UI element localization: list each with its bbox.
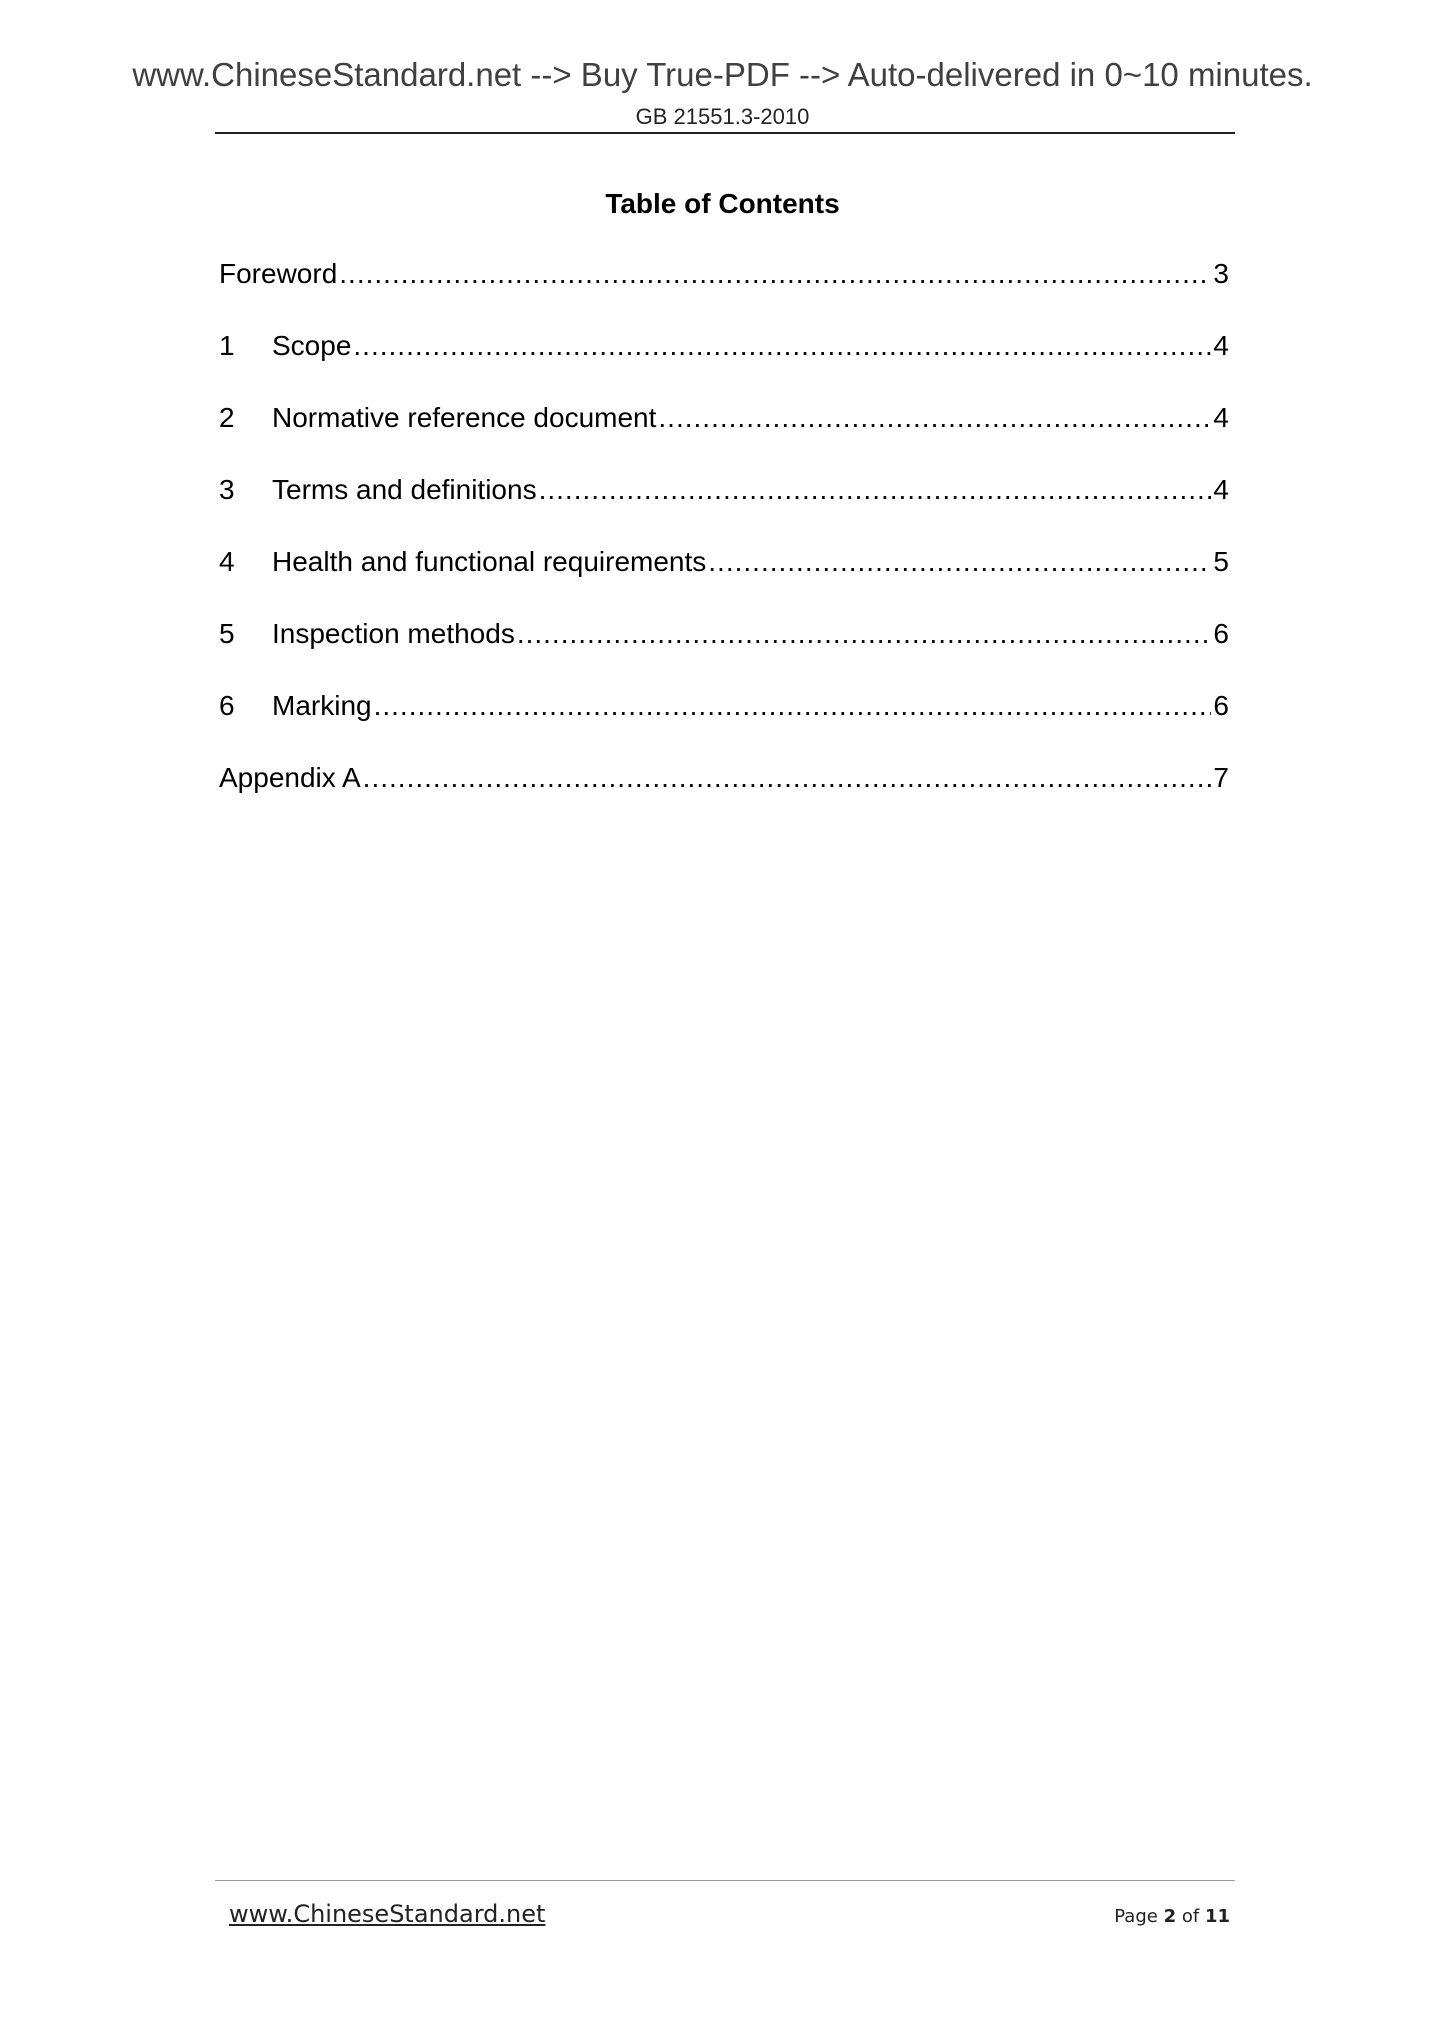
toc-entry-page: 4 [1213, 474, 1229, 505]
toc-entry-number: 4 [219, 546, 235, 577]
toc-entry-label: Terms and definitions [272, 474, 537, 505]
toc-leader-dots [539, 473, 1212, 507]
toc-entry-scope[interactable] [219, 329, 1229, 401]
footer-website-link[interactable]: www.ChineseStandard.net [229, 1900, 546, 1928]
toc-entry-label: Normative reference document [272, 402, 657, 433]
footer-divider [215, 1880, 1235, 1881]
toc-title: Table of Contents [605, 188, 840, 219]
toc-entry-page: 6 [1213, 690, 1229, 721]
toc-entry-health-requirements[interactable] [219, 545, 1229, 617]
toc-entry-label: Foreword [219, 258, 338, 289]
toc-entry-label: Inspection methods [272, 618, 515, 649]
toc-leader-dots [363, 761, 1212, 795]
toc-entry-number: 2 [219, 402, 235, 433]
site-banner[interactable]: www.ChineseStandard.net --> Buy True-PDF --> Auto-delivered in 0~10 minutes. [132, 56, 1313, 93]
page-prefix: Page [1114, 1906, 1158, 1927]
toc-entry-page: 4 [1213, 402, 1229, 433]
toc-entry-inspection-methods[interactable] [219, 617, 1229, 689]
header-divider [215, 132, 1235, 134]
toc-entry-appendix-a[interactable] [219, 761, 1229, 833]
toc-leader-dots [353, 329, 1211, 363]
toc-entry-label: Health and functional requirements [272, 546, 707, 577]
toc-entry-page: 4 [1213, 330, 1229, 361]
toc-entry-number: 5 [219, 618, 235, 649]
toc-leader-dots [708, 545, 1211, 579]
toc-entry-page: 3 [1213, 258, 1229, 289]
toc-entry-number: 6 [219, 690, 235, 721]
toc-leader-dots [658, 401, 1211, 435]
toc-entry-label: Scope [272, 330, 352, 361]
page-current: 2 [1163, 1906, 1177, 1927]
page-number [1114, 1906, 1230, 1927]
toc-entry-number: 1 [219, 330, 235, 361]
toc-entry-page: 7 [1213, 762, 1229, 793]
toc-leader-dots [517, 617, 1212, 651]
page-total: 11 [1204, 1906, 1230, 1927]
toc-entry-page: 5 [1213, 546, 1229, 577]
toc-entry-terms[interactable] [219, 473, 1229, 545]
toc-entry-normative-reference[interactable] [219, 401, 1229, 473]
page-of: of [1181, 1906, 1200, 1927]
table-of-contents [219, 257, 1229, 833]
toc-entry-label: Marking [272, 690, 372, 721]
toc-leader-dots [374, 689, 1212, 723]
toc-leader-dots [339, 257, 1211, 291]
toc-entry-number: 3 [219, 474, 235, 505]
toc-entry-label: Appendix A [219, 762, 361, 793]
toc-entry-page: 6 [1213, 618, 1229, 649]
document-code: GB 21551.3-2010 [635, 104, 810, 129]
toc-entry-marking[interactable] [219, 689, 1229, 761]
toc-entry-foreword[interactable] [219, 257, 1229, 329]
